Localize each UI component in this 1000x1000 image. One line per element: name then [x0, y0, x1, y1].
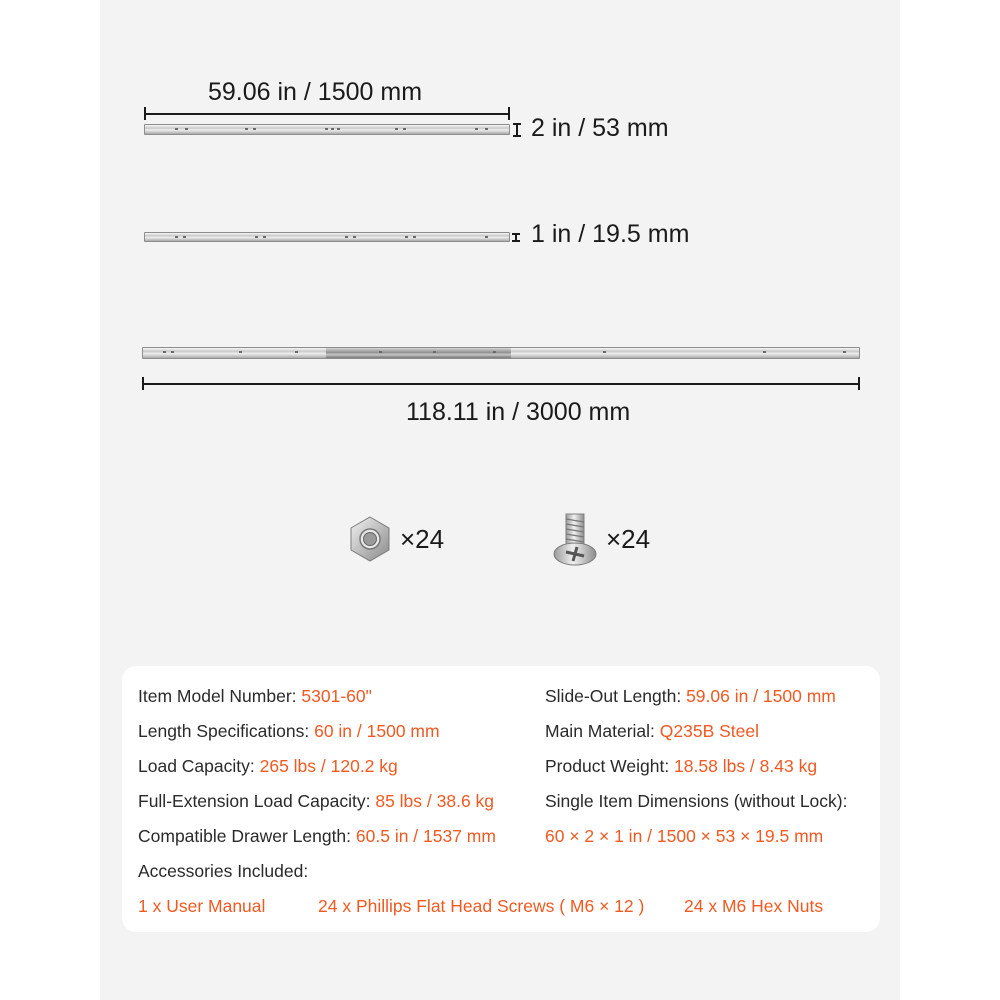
spec-accessories-label: Accessories Included:	[138, 861, 309, 881]
extended-length-label: 118.11 in / 3000 mm	[406, 398, 631, 426]
hex-nut-accessory	[348, 515, 444, 563]
spec-load: Load Capacity: 265 lbs / 120.2 kg	[138, 756, 398, 776]
spec-slide-out: Slide-Out Length: 59.06 in / 1500 mm	[545, 686, 836, 706]
extended-length-tick-right	[858, 377, 860, 390]
slide-rail-side-view	[144, 124, 510, 135]
closed-length-label: 59.06 in / 1500 mm	[208, 78, 423, 106]
accessory-hex-nuts: 24 x M6 Hex Nuts	[684, 896, 824, 916]
screw-count: ×24	[606, 523, 651, 554]
spec-length: Length Specifications: 60 in / 1500 mm	[138, 721, 440, 741]
spec-single-dim-label: Single Item Dimensions (without Lock):	[545, 791, 848, 811]
accessory-user-manual: 1 x User Manual	[138, 896, 266, 916]
height-label: 2 in / 53 mm	[531, 114, 669, 142]
spec-drawer-length: Compatible Drawer Length: 60.5 in / 1537 mm	[138, 826, 496, 846]
spec-material: Main Material: Q235B Steel	[545, 721, 759, 741]
thickness-label: 1 in / 19.5 mm	[531, 220, 690, 248]
spec-model: Item Model Number: 5301-60"	[138, 686, 372, 706]
spec-full-load: Full-Extension Load Capacity: 85 lbs / 38.6 kg	[138, 791, 495, 811]
hex-nut-count: ×24	[400, 523, 445, 554]
extended-length-dimension-line	[142, 383, 860, 385]
hex-nut-icon	[348, 515, 392, 563]
closed-length-dimension-line	[144, 113, 510, 115]
phillips-flat-head-screw-icon	[552, 510, 598, 568]
screw-accessory	[552, 510, 650, 568]
closed-length-tick-right	[508, 107, 510, 120]
accessory-screws: 24 x Phillips Flat Head Screws ( M6 × 12 )	[318, 896, 645, 916]
spec-single-dim-value: 60 × 2 × 1 in / 1500 × 53 × 19.5 mm	[545, 826, 824, 846]
slide-rail-extended	[142, 347, 860, 359]
height-bracket-icon	[513, 123, 521, 137]
extended-length-tick-left	[142, 377, 144, 390]
spec-weight: Product Weight: 18.58 lbs / 8.43 kg	[545, 756, 818, 776]
closed-length-tick-left	[144, 107, 146, 120]
thickness-bracket-icon	[512, 233, 520, 242]
slide-rail-top-view	[144, 232, 510, 242]
